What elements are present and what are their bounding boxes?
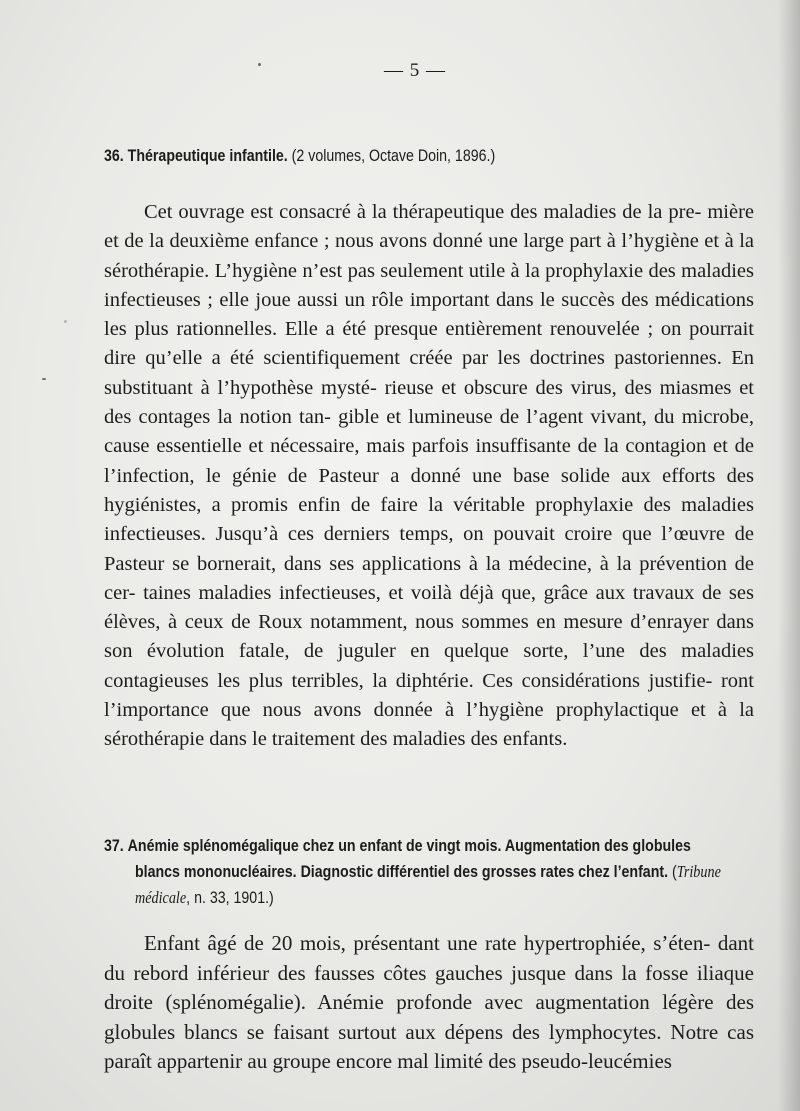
entry-36-paragraph: Cet ouvrage est consacré à la thérapeutique des maladies de la pre- mière et de la deuxième enfance ; nous avons donné une large part à l’hygiène et à la sérothérapie. L’hygiène n’est pas seulement utile à la prophylaxie des maladies infectieuses ; elle joue aussi un rôle important dans le succès des médications les plus rationnelles. Elle a été presque entièrement renouvelée ; on pourrait dire qu’elle a été scientifiquement créée par les doctrines pastoriennes. En substituant à l’hypothèse mysté- rieuse et obscure des virus, des miasmes et des contages la notion tan- gible et lumineuse de l’agent vivant, du microbe, cause essentielle et nécessaire, mais parfois insuffisante de la contagion et de l’infection, le génie de Pasteur a donné une base solide aux efforts des hygiénistes, a promis enfin de faire la véritable prophylaxie des maladies infectieuses. Jusqu’à ces derniers temps, on pouvait croire que l’œuvre de Pasteur se bornerait, dans ses applications à la médecine, à la prévention de cer- taines maladies infectieuses, et voilà déjà que, grâce aux travaux de ses élèves, à ceux de Roux notamment, nous sommes en mesure d’enrayer dans son évolution fatale, de juguler en quelque sorte, l’une des maladies contagieuses les plus terribles, la diphtérie. Ces considérations justifie- ront l’importance que nous avons donnée à l’hygiène prophylactique et à la sérothérapie dans le traitement des maladies des enfants.: [104, 201, 754, 751]
print-speck: [42, 378, 46, 380]
page-edge-shadow: [778, 0, 800, 1111]
entry-37-title-line1: Anémie splénomégalique chez un enfant de vingt mois. Augmentation des globules: [127, 837, 691, 855]
entry-37-paragraph: Enfant âgé de 20 mois, présentant une rate hypertrophiée, s’éten- dant du rebord inférieur des fausses côtes gauches jusque dans la fosse iliaque droite (splénomégalie). Anémie profonde avec augmentation légère des globules blancs se faisant surtout aux dépens des lymphocytes. Notre cas paraît appartenir au groupe encore mal limité des pseudo-leucémies: [104, 931, 754, 1074]
print-speck: [64, 320, 67, 323]
page-number: — 5 —: [384, 60, 446, 81]
entry-37-number: 37.: [104, 837, 124, 855]
entry-37-body: [104, 929, 754, 1077]
entry-36-body: [104, 198, 754, 755]
entry-36-citation: (2 volumes, Octave Doin, 1896.): [291, 147, 496, 165]
entry-37-journal: Tribune médicale: [134, 862, 721, 907]
entry-36-heading: [104, 144, 689, 169]
entry-37-citation-open: (: [671, 863, 677, 881]
entry-37-title-line2: blancs mononucléaires. Diagnostic différentiel des grosses rates chez l’enfant.: [134, 863, 669, 881]
entry-36-number: 36.: [104, 147, 124, 165]
entry-37-heading: [104, 834, 766, 911]
entry-37-citation-rest: , n. 33, 1901.): [186, 889, 274, 907]
entry-36-title: Thérapeutique infantile.: [127, 147, 288, 165]
